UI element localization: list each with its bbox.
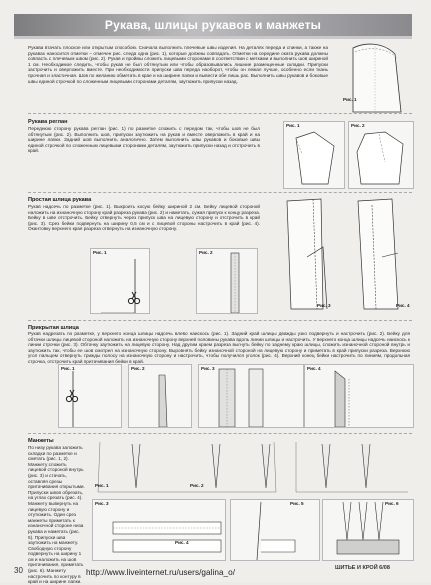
figure-label: Рис. 3 — [201, 366, 215, 371]
intro-text: Рукава втачать плоское или открытым способом. Сначала выполнить плечевые швы изделия. На деталях переда и спинки, а также на рукавах наносится отметки – отмечен рис. следа одна (рис. 1), которые должны совпадать. Отметки на середине оката рукава должны совпасть с плечевым швом (рис. 2). Рукав и проймы сложить лицевыми сторонами в соответствии с метками и выполнить шов шириной 1 см. Необходимое следить, чтобы рукав не был обтянутым или чтобы образовывались лишние размещенные складки. Припуски застрочить и оверложить вместе. При необходимости припуски шва переда наоборот, чтобы он лежал лучше, особенно если ткань прочная и эластичная. Шов по желанию обметать в крае и на ширине лапки и вывести обе лишь рас. Выполнить швы рукавов и боковые швы единой строчкой по сложенным лицевыми сторонами деталям, заутюжить припуски назад. — [28, 45, 328, 84]
section-divider — [28, 192, 412, 193]
closed-slit-text: Рукав надрезать по разметке, у верхнего конца шлицы надсечь влево наискось (рис. 1). Задний край шлицы дважды узко подвернуть и настрочить (рис. 2). Бейку для обтачки шлицы лицевой стороной наложить на изнаночную сторону верхней половины рукава вдоль линии шлицы и настрочить. У верхнего конца шлицы надсечь наискось к линии строчки (рис. 3). Обтачку заутюжить на лицевую сторону. Над другим краем разреза выгнуть бейку по заднему краю шлицы, сложить изнаночной стороной внутрь и заутюжить так, чтобы ее шов смотрел на изнаночную сторону. Выровнять бейку изнаночной стороной на лицевую сторону и приметать в край припуски разреза. Верхнюю угол пальцем отвернуть трижды полосу на изнаночную сторону и настрочить, чтобы получился уголок (рис. 4). Верхний конец бейки настрочить по линиям, продольная строчка, отстрочить край притачивания бейки в край. — [28, 331, 410, 364]
figure-label: Рис. 4 — [396, 303, 410, 308]
raglan-sleeve-drawing — [288, 132, 340, 186]
section-divider — [28, 113, 412, 114]
cuffs-pleats-drawing-2 — [292, 440, 412, 496]
simple-slit-figure-3 — [283, 197, 343, 313]
figure-label: Рис. 1 — [95, 483, 109, 488]
cuffs-pleats-drawing — [92, 440, 282, 496]
bias-binding-drawing — [197, 249, 257, 313]
raglan-figure-2 — [348, 121, 414, 189]
intro-sleeve-illustration — [335, 44, 415, 116]
figure-label: Рис. 6 — [385, 501, 399, 506]
closed-slit-hem-drawing — [129, 365, 191, 427]
simple-slit-figure-1 — [90, 248, 150, 314]
cuff-band-drawing — [93, 500, 225, 560]
page-title: Рукава, шлицы рукавов и манжеты — [104, 18, 322, 32]
scissors-icon — [127, 291, 141, 305]
section-title-cuffs: Манжеты — [28, 438, 54, 444]
title-underline — [14, 36, 412, 39]
figure-label: Рис. 1 — [286, 123, 300, 128]
figure-label: Рис. 3 — [317, 303, 331, 308]
figure-label: Рис. 4 — [307, 366, 321, 371]
title-banner — [14, 14, 412, 36]
closed-slit-facing-drawing — [199, 365, 303, 427]
figure-label: Рис. 5 — [290, 501, 304, 506]
cuffs-text: По низу рукава заложить складки по разметке и сметать (рис. 1, 2). Манжету сложить лицевой стороной внутрь (рис. 3) и стачать, оставляя срезы притачивания открытыми. Припуски швов обрезать, на углах срезать (рис. 4). Манжету вывернуть на лицевую сторону и отутюжить. Один срез манжеты приметать к изнаночной стороне низа рукава и наметать (рис. 5). Припуски шва заутюжить на манжету. Свободную сторону подвернуть на ширину 1 см и наложить на шов притачивания, приметать (рис. 6). Манжету настрочить по контуру в край и на ширине лапки. — [28, 445, 85, 585]
section-divider — [28, 320, 412, 321]
closed-slit-figure-4 — [304, 364, 414, 428]
section-title-closed-slit: Прикрытая шлица — [28, 325, 79, 331]
figure-label: Рис. 4 — [175, 540, 189, 545]
cuffs-figure-5 — [230, 499, 320, 561]
simple-slit-figure-4 — [352, 197, 412, 313]
closed-slit-figure-1 — [58, 364, 122, 428]
figure-label: Рис. 3 — [95, 501, 109, 506]
source-url-watermark: http://www.liveinternet.ru/users/galina_o/ — [86, 568, 236, 577]
figure-label: Рис. 2 — [351, 123, 365, 128]
figure-label: Рис. 1 — [61, 366, 75, 371]
raglan-text: Переднюю сторону рукава реглан (рис. 1) по разметке сложить с передом так, чтобы шов не был обтянутым (рис. 2). Выполнить шов, припуски заутюжить на рукав и вместе оверложить в край и на ширине лапки. Задний шов выполнить аналогично. Затем выполнить швы рукавов и боковые швы единой строчкой по сложенным лицевыми сторонами деталям, заутюжить припуски назад и отстрочить в край. — [28, 126, 260, 154]
section-title-raglan: Рукава реглан — [28, 119, 68, 125]
closed-slit-figure-3 — [198, 364, 304, 428]
page-number: 30 — [14, 566, 23, 575]
figure-label: Рис. 1 — [93, 250, 107, 255]
figure-label: Рис. 2 — [199, 250, 213, 255]
closed-slit-figure-2 — [128, 364, 192, 428]
section-divider — [28, 433, 412, 434]
figure-label: Рис. 1 — [343, 97, 357, 102]
scissors-icon — [65, 389, 79, 403]
figure-label: Рис. 2 — [190, 483, 204, 488]
simple-slit-text: Рукав надсечь по разметке (рис. 1). Выкроить косую бейку шириной 2 см. Бейку лицевой стороной наложить на изнаночную сторону край разреза рукава (рис. 2) и наметать, сужая припуск к концу разреза. Бейку в шве отстрочить. Бейку отвернуть через припуск шва на лицевую сторону и отстрочить в край (рис. 3). Срез бейки подвернуть на ширину 0,5 см и с лицевой стороны настрочить в край (рис. 4). Окантовку верхнего края разреза отвернуть на изнаночную сторону. — [28, 204, 260, 232]
cuffs-figure-3 — [92, 499, 226, 561]
raglan-figure-1 — [283, 121, 345, 189]
figure-label: Рис. 2 — [131, 366, 145, 371]
cuff-attach-drawing — [231, 500, 319, 560]
section-title-simple-slit: Простая шлица рукава — [28, 197, 92, 203]
simple-slit-figure-2 — [196, 248, 258, 314]
raglan-garment-drawing — [355, 132, 409, 186]
cuff-final-drawing — [323, 500, 413, 560]
cuffs-figure-6 — [322, 499, 414, 561]
closed-slit-finish-drawing — [305, 365, 413, 427]
footer-brand: ШИТЬЕ И КРОЙ 6/08 — [335, 565, 390, 571]
